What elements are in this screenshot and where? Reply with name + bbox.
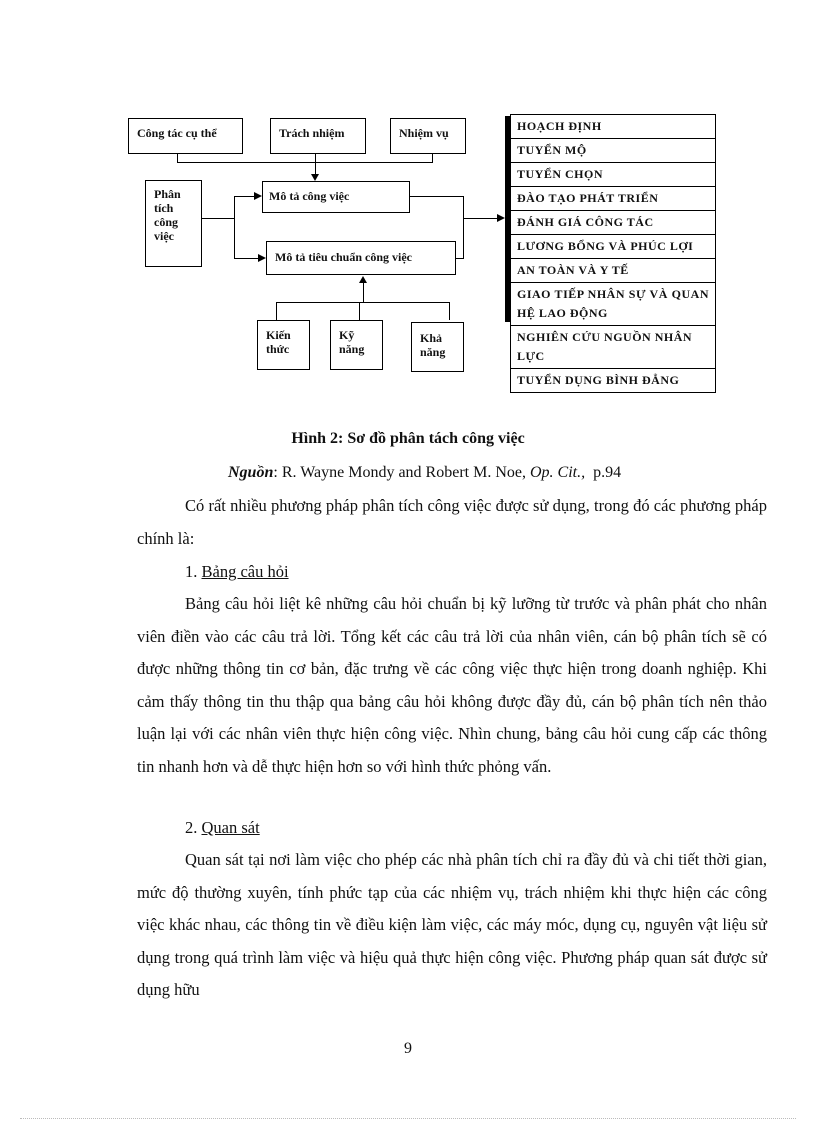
box-label: Mô tả tiêu chuẩn công việc <box>275 250 412 264</box>
figure-caption: Hình 2: Sơ đồ phân tách công việc <box>291 430 525 447</box>
connector <box>234 258 258 259</box>
box-nhiem-vu <box>390 118 466 154</box>
heading-number: 1. <box>185 562 198 581</box>
heading-bang-cau-hoi <box>185 562 289 582</box>
connector <box>363 283 364 302</box>
figure-source: Nguồn: R. Wayne Mondy and Robert M. Noe, Op. Cit., p.94 <box>228 464 622 481</box>
page-number: 9 <box>404 1040 412 1057</box>
page-border-dotted <box>20 1118 796 1119</box>
box-label: Phân tích công việc <box>154 187 181 243</box>
arrow-down-icon <box>311 174 319 181</box>
arrow-right-icon <box>497 214 505 222</box>
list-item: TUYỂN MỘ <box>511 139 715 163</box>
source-work: Op. Cit., <box>529 464 586 481</box>
box-trach-nhiem <box>270 118 366 154</box>
list-item: ĐÁNH GIÁ CÔNG TÁC <box>511 211 715 235</box>
box-kha-nang <box>411 322 464 372</box>
heading-text: Quan sát <box>201 818 260 837</box>
heading-number: 2. <box>185 818 198 837</box>
list-item: GIAO TIẾP NHÂN SỰ VÀ QUAN HỆ LAO ĐỘNG <box>511 283 715 326</box>
paragraph-intro: Có rất nhiều phương pháp phân tích công việc được sử dụng, trong đó các phương pháp chính là: <box>137 496 767 548</box>
connector <box>456 258 464 259</box>
box-label: Công tác cụ thể <box>137 126 217 140</box>
box-phan-tich-cong-viec <box>145 180 202 267</box>
box-label: Kiến thức <box>266 328 291 356</box>
connector <box>276 302 450 303</box>
connector <box>234 196 254 197</box>
paragraph-quan-sat: Quan sát tại nơi làm việc cho phép các nhà phân tích chỉ ra đầy đủ và chi tiết thời gian, mức độ thường xuyên, tính phức tạp của các nhiệm vụ, trách nhiệm khi thực hiện các công việc khác nhau, các thông tin về điều kiện làm việc, các máy móc, dụng cụ, nguyên vật liệu sử dụng trong quá trình làm việc và hiệu quả thực hiện công việc. Phương pháp quan sát được sử dụng hữu <box>137 850 767 999</box>
list-item: TUYỂN CHỌN <box>511 163 715 187</box>
arrow-up-icon <box>359 276 367 283</box>
list-item: LƯƠNG BỔNG VÀ PHÚC LỢI <box>511 235 715 259</box>
box-ky-nang <box>330 320 383 370</box>
connector <box>177 162 433 163</box>
source-label: Nguồn <box>228 464 274 481</box>
box-mo-ta-tieu-chuan <box>266 241 456 275</box>
connector <box>315 154 316 176</box>
list-item: ĐÀO TẠO PHÁT TRIỂN <box>511 187 715 211</box>
connector <box>177 154 178 162</box>
box-label: Khả năng <box>420 331 446 359</box>
box-kien-thuc <box>257 320 310 370</box>
heading-quan-sat <box>185 818 260 838</box>
connector <box>234 196 235 258</box>
connector <box>276 302 277 320</box>
arrow-right-icon <box>254 192 262 200</box>
box-cong-tac-cu-the <box>128 118 243 154</box>
connector <box>463 196 464 258</box>
list-item: TUYỂN DỤNG BÌNH ĐẲNG <box>517 373 680 387</box>
source-page: p.94 <box>593 464 622 481</box>
paragraph-bang-cau-hoi: Bảng câu hỏi liệt kê những câu hỏi chuẩn bị kỹ lưỡng từ trước và phân phát cho nhân viên điền vào các câu trả lời. Tổng kết các câu trả lời của nhân viên, cán bộ phân tích sẽ có được những thông tin cơ bản, đặc trưng về các công việc thực hiện trong doanh nghiệp. Khi cảm thấy thông tin thu thập qua bảng câu hỏi không được đầy đủ, cán bộ phân tích nên thảo luận lại với các nhân viên thực hiện công việc. Nhìn chung, bảng câu hỏi cung cấp các thông tin nhanh hơn và dễ thực hiện hơn so với hình thức phỏng vấn. <box>137 594 767 776</box>
arrow-right-icon <box>258 254 266 262</box>
box-mo-ta-cong-viec <box>262 181 410 213</box>
connector <box>410 196 463 197</box>
connector <box>202 218 234 219</box>
connector <box>432 154 433 162</box>
box-label: Trách nhiệm <box>279 126 345 140</box>
connector <box>463 218 497 219</box>
connector <box>359 302 360 320</box>
box-label: Kỹ năng <box>339 328 365 356</box>
box-label: Mô tả công việc <box>269 189 350 203</box>
heading-text: Bảng câu hỏi <box>201 562 289 581</box>
hr-functions-list <box>510 114 716 393</box>
connector <box>449 302 450 320</box>
box-label: Nhiệm vụ <box>399 126 449 140</box>
list-item: HOẠCH ĐỊNH <box>511 115 715 139</box>
source-authors: R. Wayne Mondy and Robert M. Noe, <box>281 464 526 481</box>
list-item: AN TOÀN VÀ Y TẾ <box>511 259 715 283</box>
list-item: NGHIÊN CỨU NGUỒN NHÂN LỰC <box>511 326 715 369</box>
